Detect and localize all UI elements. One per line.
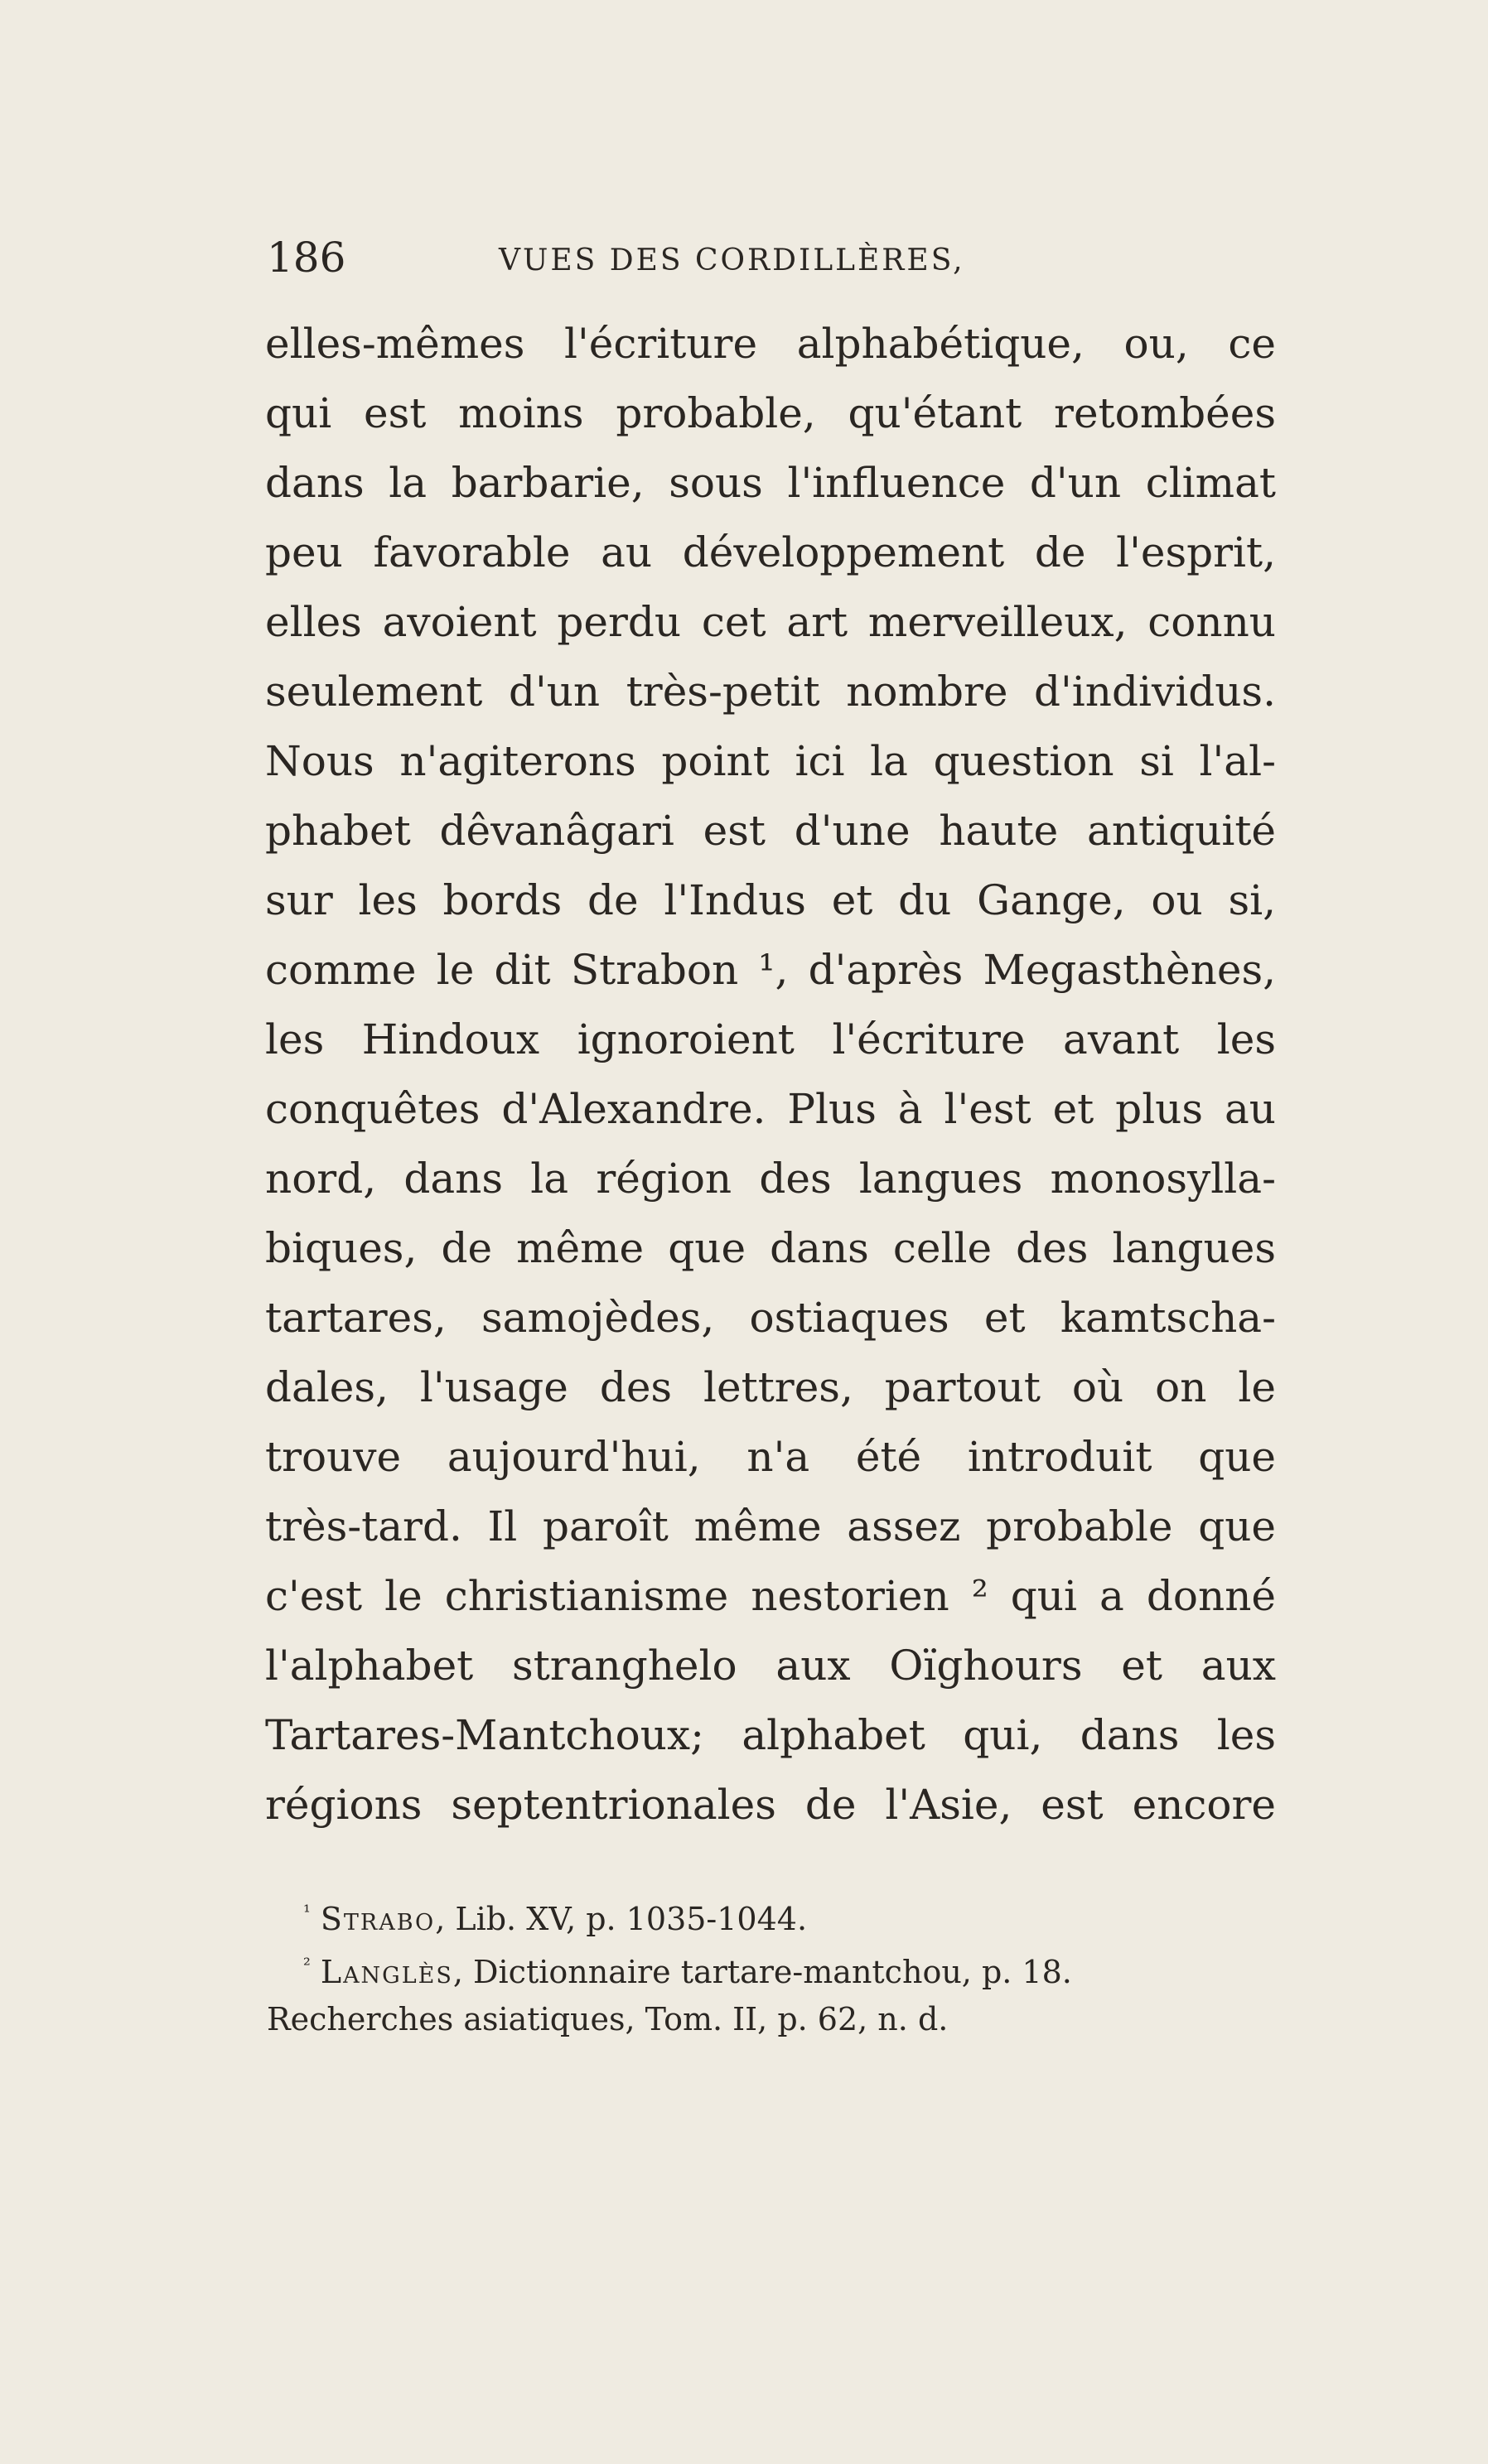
text-line: Nous n'agiterons point ici la question si l'al- — [265, 737, 1276, 785]
text-line: elles-mêmes l'écriture alphabétique, ou, ce — [265, 320, 1276, 368]
text-line: trouve aujourd'hui, n'a été introduit que — [265, 1433, 1276, 1481]
text-line: qui est moins probable, qu'étant retombées — [265, 389, 1276, 437]
text-line: comme le dit Strabon ¹, d'après Megasthènes, — [265, 946, 1276, 994]
text-line: nord, dans la région des langues monosylla- — [265, 1155, 1276, 1203]
footnote-2 — [267, 1940, 1276, 1993]
footnote-mark: ² — [303, 1955, 311, 1976]
text-line: dales, l'usage des lettres, partout où on le — [265, 1363, 1276, 1411]
text-line: dans la barbarie, sous l'influence d'un climat — [265, 459, 1276, 507]
text-line: Tartares-Mantchoux; alphabet qui, dans les — [265, 1711, 1276, 1759]
text-line: conquêtes d'Alexandre. Plus à l'est et plus au — [265, 1085, 1276, 1133]
text-line: elles avoient perdu cet art merveilleux, connu — [265, 598, 1276, 646]
text-line: l'alphabet stranghelo aux Oïghours et aux — [265, 1642, 1276, 1690]
body-text — [265, 309, 1276, 1840]
text-line: biques, de même que dans celle des langues — [265, 1224, 1276, 1272]
text-line: sur les bords de l'Indus et du Gange, ou si, — [265, 876, 1276, 924]
footnote-author: Langlès — [320, 1954, 453, 1990]
text-line: c'est le christianisme nestorien ² qui a donné — [265, 1572, 1276, 1620]
footnotes — [267, 1887, 1276, 2046]
text-line: très-tard. Il paroît même assez probable que — [265, 1502, 1276, 1550]
text-line: les Hindoux ignoroient l'écriture avant les — [265, 1015, 1276, 1063]
footnote-author: Strabo — [320, 1901, 436, 1937]
running-title: VUES DES CORDILLÈRES, — [499, 244, 965, 277]
text-line: seulement d'un très-petit nombre d'individus. — [265, 668, 1276, 716]
footnote-mark: ¹ — [303, 1902, 311, 1923]
running-head — [267, 229, 1278, 287]
footnote-1 — [267, 1887, 1276, 1940]
footnote-text: , Lib. XV, p. 1035-1044. — [435, 1901, 808, 1937]
text-line: tartares, samojèdes, ostiaques et kamtscha- — [265, 1294, 1276, 1342]
footnote-2-continuation: Recherches asiatiques, Tom. II, p. 62, n. d. — [267, 2001, 949, 2037]
text-line: peu favorable au développement de l'esprit, — [265, 528, 1276, 576]
footnote-text: , Dictionnaire tartare-mantchou, p. 18. — [452, 1954, 1072, 1990]
text-line: phabet dêvanâgari est d'une haute antiquité — [265, 807, 1276, 855]
page-number: 186 — [267, 234, 346, 282]
text-line: régions septentrionales de l'Asie, est encore — [265, 1781, 1276, 1829]
